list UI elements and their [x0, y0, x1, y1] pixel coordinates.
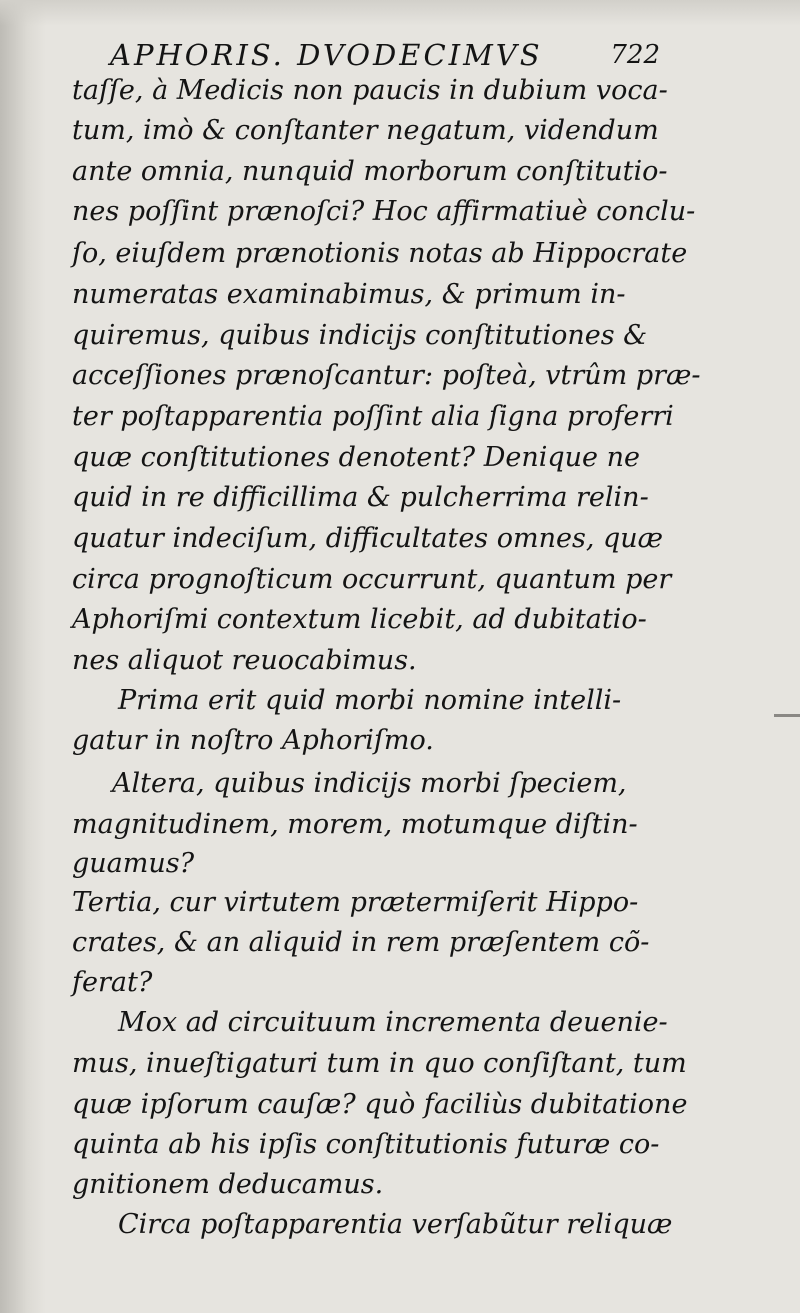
- text-line: quid in re difficillima & pulcherrima relin-: [72, 482, 649, 513]
- text-line: ante omnia, nunquid morborum conſtitutio-: [72, 156, 668, 187]
- text-line: acceſſiones prænoſcantur: poſteà, vtrûm præ-: [72, 360, 701, 391]
- text-line: Circa poſtapparentia verſabũtur reliquæ: [118, 1209, 673, 1240]
- text-line: ferat?: [72, 967, 153, 998]
- text-line: nes poſſint prænoſci? Hoc affirmatiuè conclu-: [72, 196, 696, 227]
- text-line: mus, inueſtigaturi tum in quo conſiſtant, tum: [72, 1048, 687, 1079]
- text-line: Aphoriſmi contextum licebit, ad dubitatio-: [72, 604, 647, 635]
- text-line: ſo, eiuſdem prænotionis notas ab Hippocrate: [72, 238, 688, 269]
- text-line: crates, & an aliquid in rem præſentem cõ-: [72, 927, 650, 958]
- text-line: Prima erit quid morbi nomine intelli-: [118, 685, 622, 716]
- text-line: circa prognoſticum occurrunt, quantum per: [72, 564, 672, 595]
- page-number: 722: [610, 40, 660, 70]
- text-line: tum, imò & conſtanter negatum, videndum: [72, 115, 659, 146]
- text-line: Altera, quibus indicijs morbi ſpeciem,: [112, 768, 627, 799]
- text-line: quiremus, quibus indicijs conſtitutiones &: [72, 320, 648, 351]
- text-line: ter poſtapparentia poſſint alia ſigna proferri: [72, 401, 674, 432]
- text-line: nes aliquot reuocabimus.: [72, 645, 417, 676]
- text-line: magnitudinem, morem, motumque diſtin-: [72, 809, 638, 840]
- text-line: gnitionem deducamus.: [72, 1169, 384, 1200]
- text-line: numeratas examinabimus, & primum in-: [72, 279, 626, 310]
- text-line: guamus?: [72, 848, 195, 879]
- text-line: taſſe, à Medicis non paucis in dubium voca-: [72, 75, 668, 106]
- running-title: APHORIS. DVODECIMVS: [110, 38, 543, 72]
- text-line: gatur in noſtro Aphoriſmo.: [72, 725, 434, 756]
- text-line: Mox ad circuituum incrementa deuenie-: [118, 1007, 668, 1038]
- text-line: quæ conſtitutiones denotent? Denique ne: [72, 442, 640, 473]
- text-line: quæ ipſorum cauſæ? quò faciliùs dubitatione: [72, 1089, 688, 1120]
- text-line: quinta ab his ipſis conſtitutionis futuræ co-: [72, 1129, 660, 1160]
- text-line: Tertia, cur virtutem prætermiſerit Hippo-: [72, 887, 639, 918]
- text-line: quatur indeciſum, difficultates omnes, quæ: [72, 523, 664, 554]
